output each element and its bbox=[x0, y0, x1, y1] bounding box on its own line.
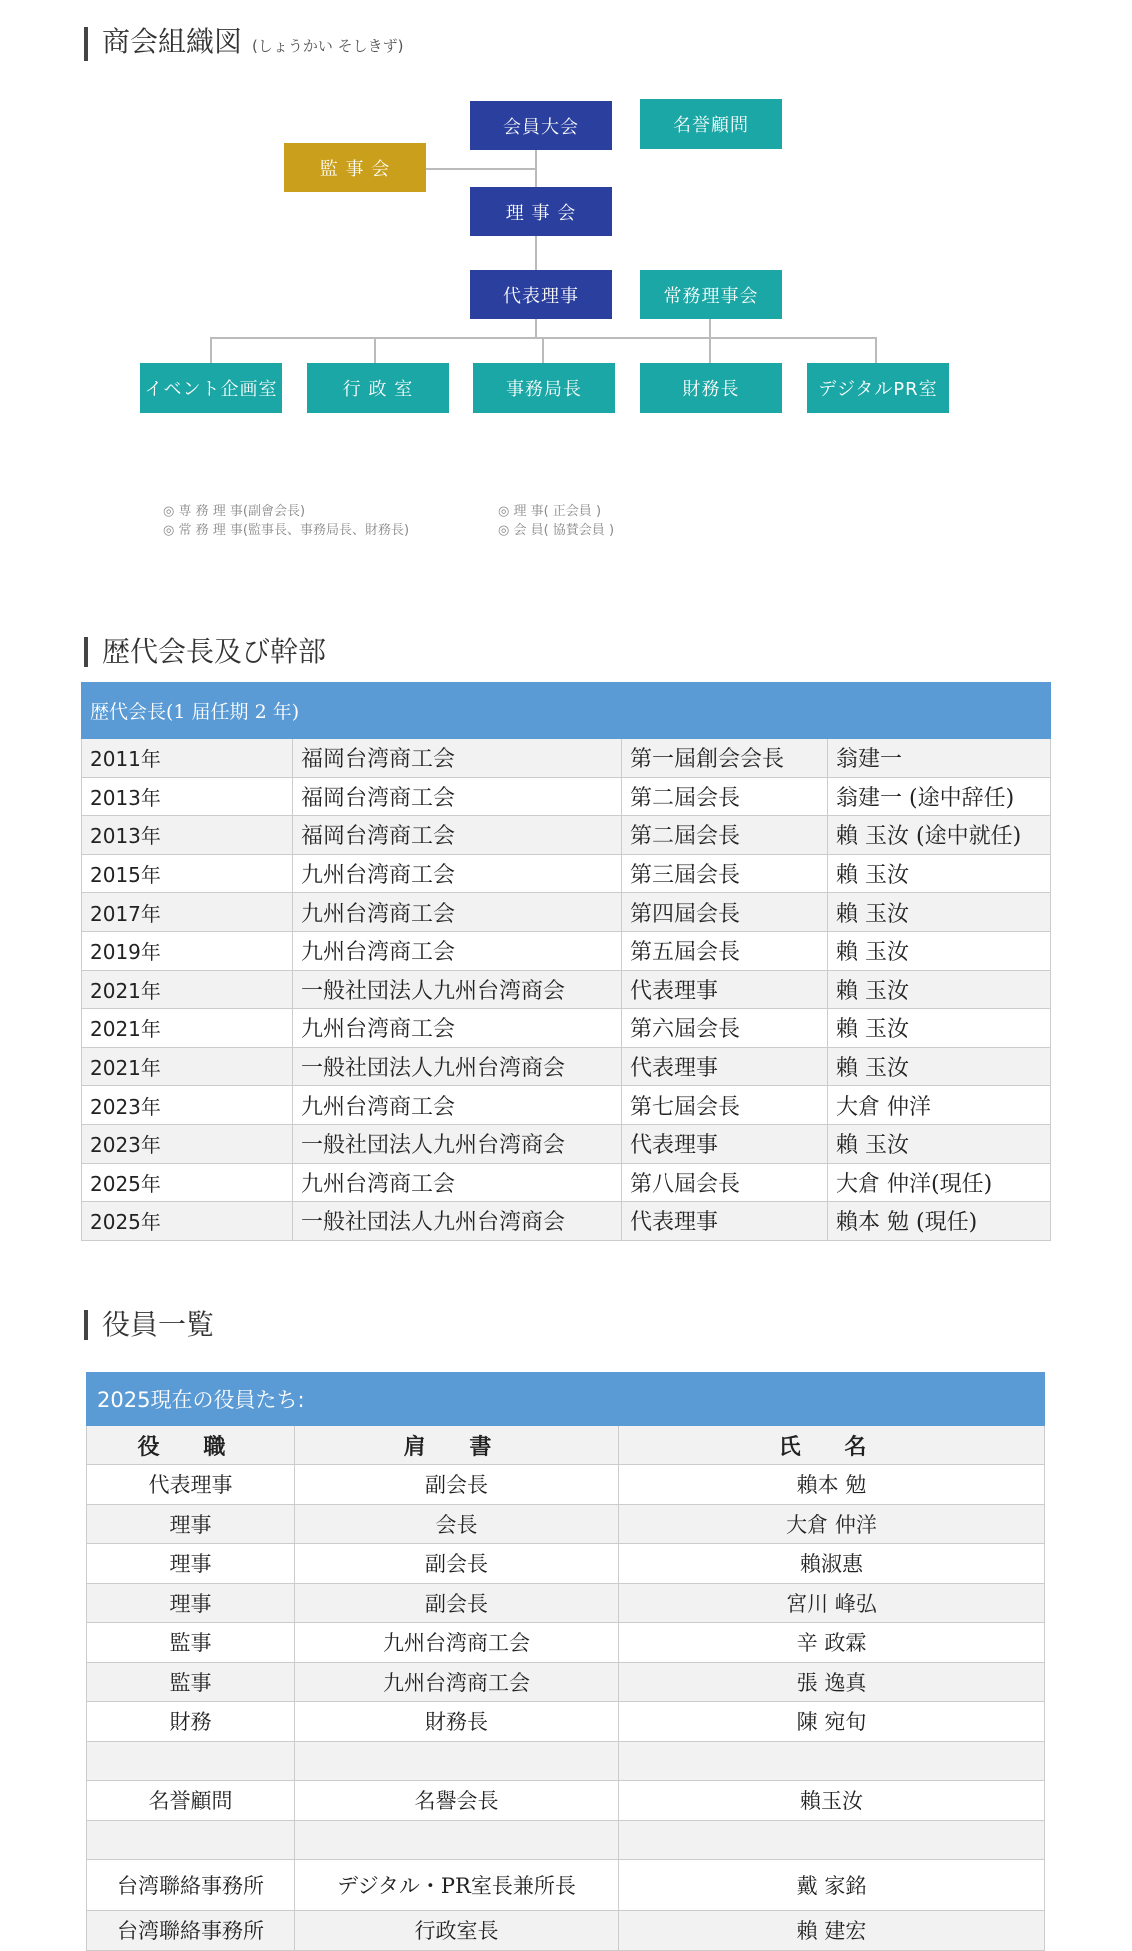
digital-pr-office-box: デジタルPR室 bbox=[807, 363, 949, 413]
officer-name-cell: 戴 家銘 bbox=[619, 1860, 1045, 1911]
board-of-directors-box: 理 事 会 bbox=[470, 187, 612, 236]
officer-table-row bbox=[87, 1781, 1045, 1821]
officer-table-row bbox=[87, 1504, 1045, 1544]
history-table-row bbox=[82, 893, 1051, 932]
history-position-cell: 第六屆会長 bbox=[622, 1009, 828, 1048]
administration-office-box: 行 政 室 bbox=[307, 363, 449, 413]
history-person-cell: 賴 玉汝 bbox=[828, 931, 1051, 970]
history-person-cell: 賴 玉汝 bbox=[828, 1124, 1051, 1163]
connector-line bbox=[875, 337, 877, 363]
officer-position-cell: 監事 bbox=[87, 1662, 295, 1702]
history-position-cell: 代表理事 bbox=[622, 1202, 828, 1241]
history-organization-cell: 一般社団法人九州台湾商会 bbox=[293, 970, 622, 1009]
history-year-cell: 2013年 bbox=[82, 816, 293, 855]
history-table-row bbox=[82, 1163, 1051, 1202]
officer-name-cell: 賴淑惠 bbox=[619, 1544, 1045, 1584]
officer-position-cell: 台湾聯絡事務所 bbox=[87, 1911, 295, 1951]
officer-name-cell bbox=[619, 1820, 1045, 1860]
officer-title-cell: 名譽会長 bbox=[295, 1781, 619, 1821]
officer-name-cell: 辛 政霖 bbox=[619, 1623, 1045, 1663]
officer-table-row bbox=[87, 1662, 1045, 1702]
history-position-cell: 代表理事 bbox=[622, 970, 828, 1009]
history-year-cell: 2021年 bbox=[82, 1009, 293, 1048]
officer-position-cell: 名誉顧問 bbox=[87, 1781, 295, 1821]
history-year-cell: 2023年 bbox=[82, 1124, 293, 1163]
column-header-position: 役 職 bbox=[87, 1426, 295, 1465]
officer-title-cell: 会長 bbox=[295, 1504, 619, 1544]
history-position-cell: 第八屆会長 bbox=[622, 1163, 828, 1202]
officer-position-cell: 理事 bbox=[87, 1544, 295, 1584]
officer-position-cell: 代表理事 bbox=[87, 1465, 295, 1505]
history-organization-cell: 九州台湾商工会 bbox=[293, 1163, 622, 1202]
history-year-cell: 2015年 bbox=[82, 854, 293, 893]
legend-standing-director: ◎ 常 務 理 事(監事長、事務局長、財務長) bbox=[163, 523, 410, 538]
officer-name-cell: 張 逸真 bbox=[619, 1662, 1045, 1702]
history-person-cell: 翁建一 bbox=[828, 739, 1051, 778]
officer-position-cell: 台湾聯絡事務所 bbox=[87, 1860, 295, 1911]
history-organization-cell: 一般社団法人九州台湾商会 bbox=[293, 1202, 622, 1241]
officers-table-header-row bbox=[87, 1373, 1045, 1426]
history-table-row bbox=[82, 1202, 1051, 1241]
connector-line bbox=[709, 318, 711, 363]
legend-left bbox=[163, 502, 409, 540]
officer-table-row bbox=[87, 1583, 1045, 1623]
history-position-cell: 第一屆創会会長 bbox=[622, 739, 828, 778]
org-chart-subtitle: (しょうかい そしきず) bbox=[252, 37, 404, 55]
history-table-row bbox=[82, 1009, 1051, 1048]
officer-table-row bbox=[87, 1544, 1045, 1584]
history-position-cell: 第三屆会長 bbox=[622, 854, 828, 893]
history-table-header-row bbox=[82, 683, 1051, 739]
history-person-cell: 大倉 仲洋(現任) bbox=[828, 1163, 1051, 1202]
officer-name-cell: 宮川 峰弘 bbox=[619, 1583, 1045, 1623]
connector-line bbox=[210, 337, 212, 363]
history-year-cell: 2017年 bbox=[82, 893, 293, 932]
audit-committee-box: 監 事 会 bbox=[284, 143, 426, 192]
history-year-cell: 2019年 bbox=[82, 931, 293, 970]
officer-position-cell bbox=[87, 1820, 295, 1860]
history-person-cell: 翁建一 (途中辞任) bbox=[828, 777, 1051, 816]
history-organization-cell: 九州台湾商工会 bbox=[293, 931, 622, 970]
history-position-cell: 代表理事 bbox=[622, 1124, 828, 1163]
connector-line bbox=[374, 337, 376, 363]
history-year-cell: 2021年 bbox=[82, 1047, 293, 1086]
officer-table-row bbox=[87, 1465, 1045, 1505]
officer-name-cell: 大倉 仲洋 bbox=[619, 1504, 1045, 1544]
officer-position-cell: 財務 bbox=[87, 1702, 295, 1742]
history-table-row bbox=[82, 816, 1051, 855]
officer-position-cell bbox=[87, 1741, 295, 1781]
history-person-cell: 賴 玉汝 bbox=[828, 1009, 1051, 1048]
standing-board-box: 常務理事会 bbox=[640, 270, 782, 319]
history-position-cell: 第五屆会長 bbox=[622, 931, 828, 970]
history-organization-cell: 福岡台湾商工会 bbox=[293, 739, 622, 778]
event-planning-office-box: イベント企画室 bbox=[140, 363, 282, 413]
history-position-cell: 第七屆会長 bbox=[622, 1086, 828, 1125]
history-person-cell: 賴 玉汝 bbox=[828, 970, 1051, 1009]
history-position-cell: 第二屆会長 bbox=[622, 816, 828, 855]
officer-title-cell: 行政室長 bbox=[295, 1911, 619, 1951]
history-person-cell: 賴本 勉 (現任) bbox=[828, 1202, 1051, 1241]
legend-right bbox=[498, 502, 614, 540]
officer-title-cell: 九州台湾商工会 bbox=[295, 1623, 619, 1663]
connector-line bbox=[542, 337, 544, 363]
connector-line bbox=[535, 318, 537, 338]
officer-position-cell: 理事 bbox=[87, 1583, 295, 1623]
honorary-advisor-box: 名誉顧問 bbox=[640, 99, 782, 149]
representative-director-box: 代表理事 bbox=[470, 270, 612, 319]
history-table-header: 歴代会長(1 届任期 2 年) bbox=[82, 683, 1051, 739]
officer-title-cell: デジタル・PR室長兼所長 bbox=[295, 1860, 619, 1911]
treasurer-box: 財務長 bbox=[640, 363, 782, 413]
history-year-cell: 2013年 bbox=[82, 777, 293, 816]
history-position-cell: 第二屆会長 bbox=[622, 777, 828, 816]
officer-table-row bbox=[87, 1911, 1045, 1951]
history-year-cell: 2021年 bbox=[82, 970, 293, 1009]
history-organization-cell: 一般社団法人九州台湾商会 bbox=[293, 1047, 622, 1086]
officer-table-row bbox=[87, 1820, 1045, 1860]
history-organization-cell: 福岡台湾商工会 bbox=[293, 777, 622, 816]
connector-line bbox=[535, 234, 537, 270]
legend-executive-director: ◎ 専 務 理 事(副會会長) bbox=[163, 504, 306, 519]
history-section-title: 歴代会長及び幹部 bbox=[84, 637, 326, 667]
officer-table-row bbox=[87, 1623, 1045, 1663]
history-year-cell: 2023年 bbox=[82, 1086, 293, 1125]
history-table-row bbox=[82, 739, 1051, 778]
history-table-row bbox=[82, 854, 1051, 893]
officer-position-cell: 監事 bbox=[87, 1623, 295, 1663]
legend-member: ◎ 会 員( 協賛会員 ) bbox=[498, 523, 615, 538]
history-organization-cell: 九州台湾商工会 bbox=[293, 854, 622, 893]
history-person-cell: 賴 玉汝 bbox=[828, 854, 1051, 893]
history-table-row bbox=[82, 777, 1051, 816]
history-position-cell: 第四屆会長 bbox=[622, 893, 828, 932]
officer-position-cell: 理事 bbox=[87, 1504, 295, 1544]
history-person-cell: 賴 玉汝 (途中就任) bbox=[828, 816, 1051, 855]
officers-section-title: 役員一覧 bbox=[84, 1310, 214, 1340]
officer-name-cell: 賴 建宏 bbox=[619, 1911, 1045, 1951]
history-table-row bbox=[82, 1086, 1051, 1125]
officers-table bbox=[86, 1372, 1045, 1951]
history-table-row bbox=[82, 931, 1051, 970]
officer-title-cell: 副会長 bbox=[295, 1465, 619, 1505]
history-position-cell: 代表理事 bbox=[622, 1047, 828, 1086]
history-organization-cell: 九州台湾商工会 bbox=[293, 1009, 622, 1048]
officers-column-header-row bbox=[87, 1426, 1045, 1465]
history-table-row bbox=[82, 970, 1051, 1009]
officer-title-cell bbox=[295, 1741, 619, 1781]
officer-title-cell: 副会長 bbox=[295, 1544, 619, 1584]
officer-table-row bbox=[87, 1741, 1045, 1781]
history-table bbox=[81, 682, 1051, 1241]
connector-line bbox=[425, 168, 537, 170]
officer-name-cell: 賴本 勉 bbox=[619, 1465, 1045, 1505]
officer-name-cell: 賴玉汝 bbox=[619, 1781, 1045, 1821]
history-organization-cell: 福岡台湾商工会 bbox=[293, 816, 622, 855]
history-person-cell: 賴 玉汝 bbox=[828, 1047, 1051, 1086]
general-assembly-box: 会員大会 bbox=[470, 101, 612, 150]
history-person-cell: 賴 玉汝 bbox=[828, 893, 1051, 932]
officer-title-cell bbox=[295, 1820, 619, 1860]
officer-title-cell: 副会長 bbox=[295, 1583, 619, 1623]
column-header-name: 氏 名 bbox=[619, 1426, 1045, 1465]
officer-table-row bbox=[87, 1860, 1045, 1911]
history-year-cell: 2011年 bbox=[82, 739, 293, 778]
officer-name-cell bbox=[619, 1741, 1045, 1781]
secretariat-box: 事務局長 bbox=[473, 363, 615, 413]
history-table-row bbox=[82, 1047, 1051, 1086]
officer-title-cell: 財務長 bbox=[295, 1702, 619, 1742]
officers-table-header: 2025現在の役員たち: bbox=[87, 1373, 1045, 1426]
officer-name-cell: 陳 宛旬 bbox=[619, 1702, 1045, 1742]
history-organization-cell: 九州台湾商工会 bbox=[293, 893, 622, 932]
history-year-cell: 2025年 bbox=[82, 1202, 293, 1241]
column-header-title: 肩 書 bbox=[295, 1426, 619, 1465]
history-table-row bbox=[82, 1124, 1051, 1163]
history-person-cell: 大倉 仲洋 bbox=[828, 1086, 1051, 1125]
legend-director: ◎ 理 事( 正会員 ) bbox=[498, 504, 602, 519]
officer-table-row bbox=[87, 1702, 1045, 1742]
officer-title-cell: 九州台湾商工会 bbox=[295, 1662, 619, 1702]
history-organization-cell: 九州台湾商工会 bbox=[293, 1086, 622, 1125]
history-year-cell: 2025年 bbox=[82, 1163, 293, 1202]
org-chart-title-text: 商会組織図 bbox=[102, 25, 243, 58]
history-organization-cell: 一般社団法人九州台湾商会 bbox=[293, 1124, 622, 1163]
org-chart bbox=[0, 0, 1132, 560]
